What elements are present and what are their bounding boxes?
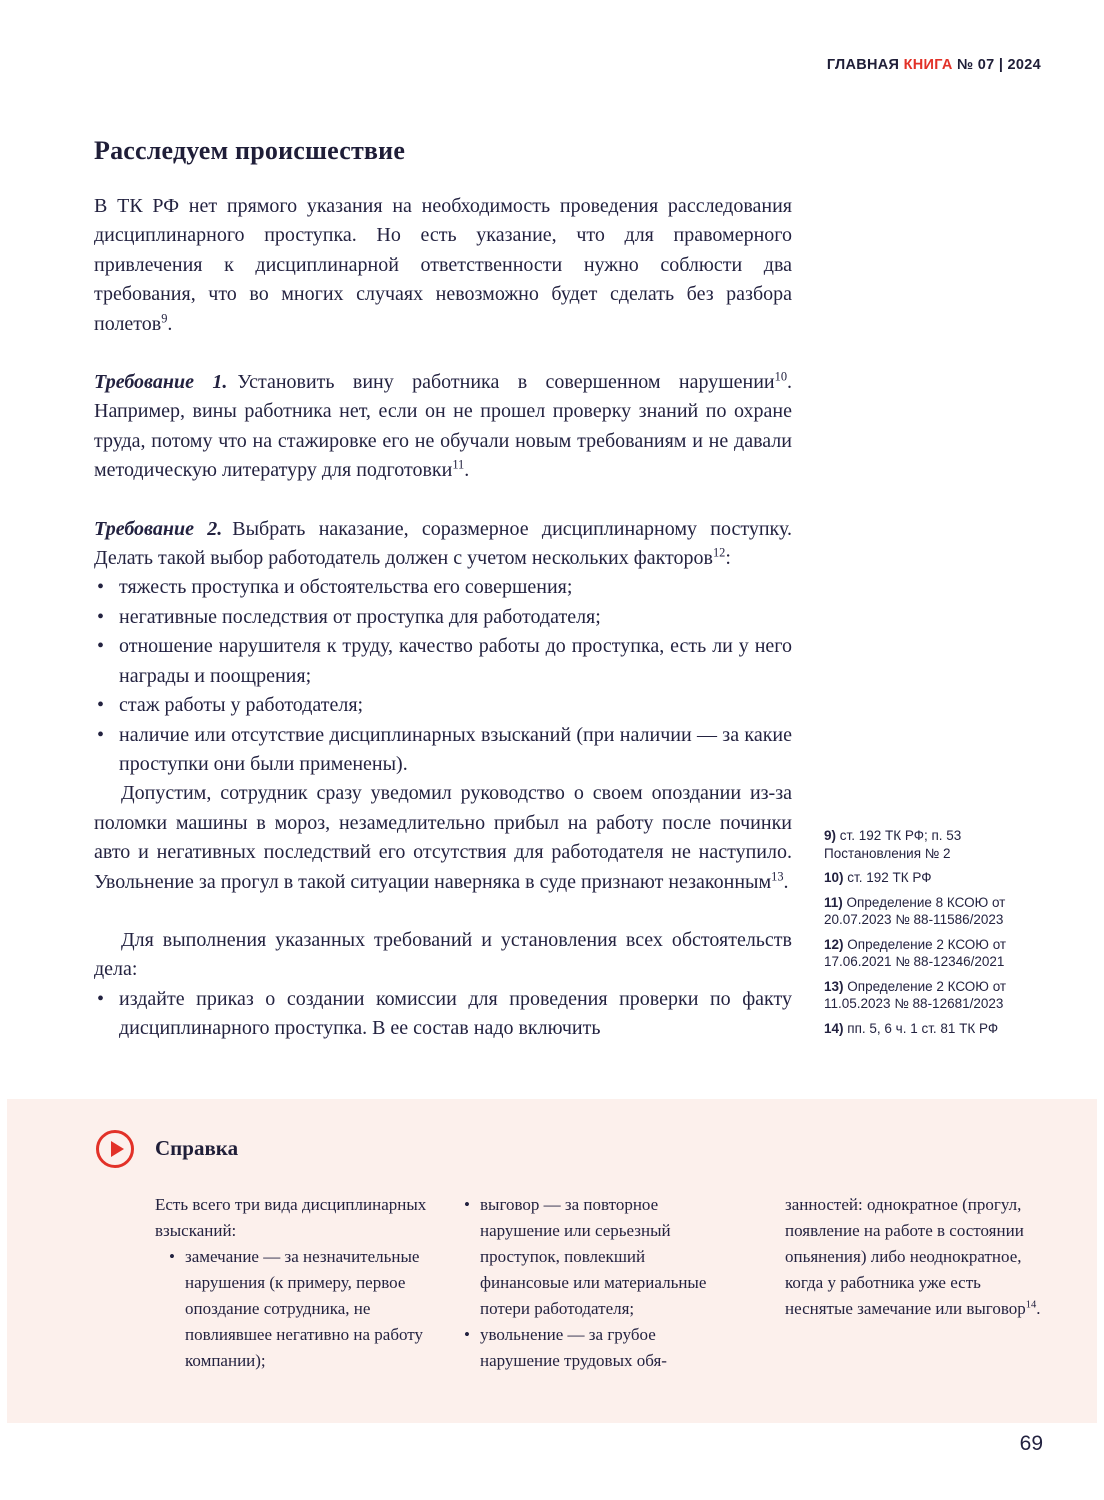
footnotes-column xyxy=(824,827,1052,1044)
brand-kniga: КНИГА xyxy=(903,57,953,73)
footnote-reference: 14 xyxy=(1025,1299,1037,1311)
list-item: • стаж работы у работодателя; xyxy=(94,691,792,720)
list-item: • издайте приказ о создании комиссии для проведения проверки по факту дисциплинарного проступка. В ее состав надо включить xyxy=(94,985,792,1044)
paragraph-lead: Требование 2. xyxy=(94,517,223,540)
reference-list-2 xyxy=(462,1192,730,1374)
reference-continuation: занностей: однократное (прогул, появление на работе в состоянии опьянения) либо неоднократное, когда у работника уже есть неснятые замечание или выговор$^{14}$. xyxy=(785,1195,1041,1318)
list-item: • замечание — за незначительные нарушения (к примеру, первое опоздание сотрудника, не повлиявшее негативно на работу компании); xyxy=(167,1244,437,1374)
article-column xyxy=(94,136,792,1044)
reference-col-2 xyxy=(462,1192,730,1374)
list-item: • наличие или отсутствие дисциплинарных взысканий (при наличии — за какие проступки они были применены). xyxy=(94,721,792,780)
reference-col-3 xyxy=(785,1192,1043,1322)
list-item: • негативные последствия от проступка для работодателя; xyxy=(94,603,792,632)
requirement-1-paragraph: Требование 1. Установить вину работника в совершенном нарушении$^{10}$. Например, вины работника нет, если он не прошел проверку знаний по охране труда, потому что на стажировке его не обучали новым требованиям и не давали методическую литературу для подготовки$^{11}$. xyxy=(94,369,793,482)
list-item: • отношение нарушителя к труду, качество работы до проступка, есть ли у него награды и поощрения; xyxy=(94,632,792,691)
reference-list-1 xyxy=(167,1244,437,1374)
paragraph-lead: Требование 1. xyxy=(94,371,228,394)
reference-intro: Есть всего три вида дисциплинарных взысканий: xyxy=(155,1195,427,1240)
masthead xyxy=(827,57,1041,73)
intro-paragraph: В ТК РФ нет прямого указания на необходимость проведения расследования дисциплинарного проступка. Но есть указание, что для правомерного привлечения к дисциплинарной ответственности нужно соблюсти два требования, что во многих случаях невозможно будет сделать без разбора полетов$^9$. xyxy=(94,195,792,335)
reference-title: Справка xyxy=(155,1136,239,1160)
footnote-item: 14) пп. 5, 6 ч. 1 ст. 81 ТК РФ xyxy=(824,1020,999,1036)
list-item: • увольнение — за грубое нарушение трудовых обя- xyxy=(462,1322,730,1374)
play-triangle-icon xyxy=(111,1141,124,1157)
play-circle-icon xyxy=(96,1130,134,1168)
footnote-item: 10) ст. 192 ТК РФ xyxy=(824,870,932,885)
footnote-reference: 10 xyxy=(774,369,788,384)
issue-number: № 07 | 2024 xyxy=(957,57,1041,73)
reference-col-1 xyxy=(155,1192,437,1374)
footnote-reference: 13 xyxy=(771,868,784,883)
actions-intro-paragraph: Для выполнения указанных требований и установления всех обстоятельств дела: xyxy=(94,928,792,981)
article-title: Расследуем происшествие xyxy=(94,136,406,165)
footnote-item: 11) Определение 8 КСОЮ от 20.07.2023 № 88-11586/2023 xyxy=(824,894,1006,927)
factors-list xyxy=(94,573,792,779)
reference-box xyxy=(7,1099,1097,1423)
actions-list xyxy=(94,985,792,1044)
page-number: 69 xyxy=(1019,1432,1043,1455)
footnote-item: 12) Определение 2 КСОЮ от 17.06.2021 № 88-12346/2021 xyxy=(824,936,1007,969)
footnote-reference: 9 xyxy=(161,310,168,325)
footnote-reference: 11 xyxy=(452,457,465,472)
example-paragraph: Допустим, сотрудник сразу уведомил руководство о своем опоздании из-за поломки машины в мороз, незамедлительно прибыл на работу после починки авто и негативных последствий его отсутствия для работодателя не наступило. Увольнение за прогул в такой ситуации наверняка в суде признают незаконным$^{13}$. xyxy=(94,782,792,893)
list-item: • выговор — за повторное нарушение или серьезный проступок, повлекший финансовые или материальные потери работодателя; xyxy=(462,1192,730,1322)
footnote-item: 9) ст. 192 ТК РФ; п. 53 Постановления № 2 xyxy=(824,828,962,861)
requirement-2-paragraph: Требование 2. Выбрать наказание, соразмерное дисциплинарному поступку. Делать такой выбор работодатель должен с учетом нескольких факторов$^{12}$: xyxy=(94,517,792,570)
footnote-reference: 12 xyxy=(712,545,726,560)
list-item: • тяжесть проступка и обстоятельства его совершения; xyxy=(94,573,792,602)
footnote-item: 13) Определение 2 КСОЮ от 11.05.2023 № 88-12681/2023 xyxy=(824,978,1007,1011)
brand-glavnaya: ГЛАВНАЯ xyxy=(826,57,900,73)
